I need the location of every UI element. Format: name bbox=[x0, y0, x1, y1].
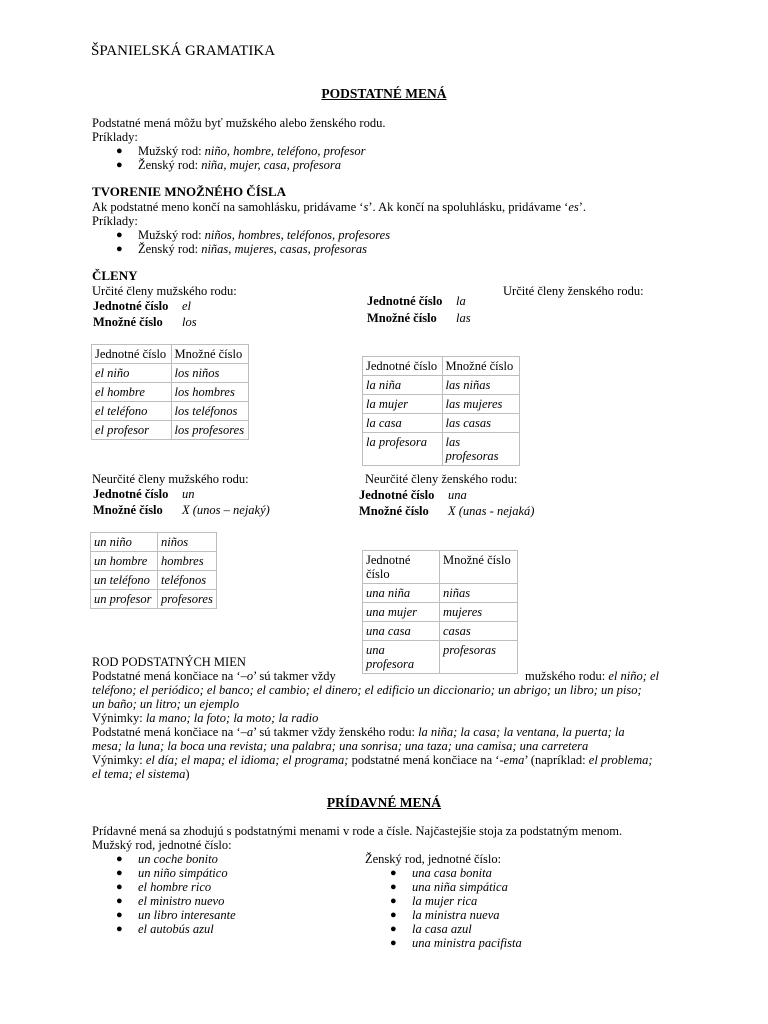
def-m-sg-label: Jednotné číslo bbox=[93, 299, 169, 313]
plural-rule-text: ’. bbox=[578, 200, 587, 214]
bullet-icon: ● bbox=[116, 853, 123, 865]
list-item bbox=[116, 922, 214, 936]
bullet-icon: ● bbox=[390, 867, 397, 879]
table-cell: niños bbox=[158, 533, 217, 552]
bullet-icon: ● bbox=[116, 909, 123, 921]
list-item-text: la casa azul bbox=[412, 922, 472, 936]
bullet-value: niños, hombres, teléfonos, profesores bbox=[204, 228, 391, 242]
gender-line-1 bbox=[92, 669, 336, 683]
bullet-icon: ● bbox=[116, 895, 123, 907]
text: ’ sú takmer vždy bbox=[253, 669, 336, 683]
table-row bbox=[91, 571, 217, 590]
text: mužského rodu: bbox=[525, 669, 609, 683]
list-item bbox=[390, 922, 472, 936]
text: -ema bbox=[499, 753, 525, 767]
definite-feminine-table bbox=[362, 356, 520, 466]
table-row bbox=[91, 533, 217, 552]
bullet-feminine-plural bbox=[116, 242, 367, 256]
text: el tema; el sistema bbox=[92, 767, 186, 781]
table-cell: profesores bbox=[158, 590, 217, 609]
table-cell: las profesoras bbox=[442, 433, 519, 466]
section-title-noun-gender: ROD PODSTATNÝCH MIEN bbox=[92, 655, 246, 669]
text: la mano; la foto; la moto; la radio bbox=[145, 711, 319, 725]
indefinite-feminine-table bbox=[362, 550, 518, 674]
adjectives-intro: Prídavné mená sa zhodujú s podstatnými menami v rode a čísle. Najčastejšie stoja za podstatným menom. bbox=[92, 824, 623, 838]
text: –o bbox=[240, 669, 254, 683]
text: ) bbox=[185, 767, 190, 781]
bullet-label: Ženský rod: bbox=[138, 242, 202, 256]
indef-m-pl-value: X (unos – nejaký) bbox=[182, 503, 270, 517]
def-f-pl-label: Množné číslo bbox=[367, 311, 437, 325]
gender-line-1-cont bbox=[525, 669, 659, 683]
bullet-masculine-plural bbox=[116, 228, 391, 242]
table-row bbox=[92, 402, 249, 421]
bullet-label: Mužský rod: bbox=[138, 228, 205, 242]
section-title-nouns: PODSTATNÉ MENÁ bbox=[321, 86, 447, 101]
plural-rule bbox=[92, 200, 586, 214]
definite-feminine-label: Určité členy ženského rodu: bbox=[503, 284, 644, 298]
def-m-pl-value: los bbox=[182, 315, 197, 329]
plural-rule-text: ’. Ak končí na spoluhlásku, pridávame ‘ bbox=[368, 200, 569, 214]
list-item-text: un coche bonito bbox=[138, 852, 218, 866]
gender-line-2: teléfono; el periódico; el banco; el cambio; el dinero; el edificio un diccionario; un abrigo; un libro; un piso; bbox=[92, 683, 642, 697]
table-row bbox=[91, 552, 217, 571]
bullet-icon: ● bbox=[116, 159, 123, 171]
bullet-icon: ● bbox=[116, 145, 123, 157]
table-cell: el teléfono bbox=[92, 402, 172, 421]
table-row bbox=[363, 641, 518, 674]
table-row bbox=[91, 590, 217, 609]
list-item bbox=[390, 936, 522, 950]
bullet-value: niñas, mujeres, casas, profesoras bbox=[201, 242, 367, 256]
table-cell: una mujer bbox=[363, 603, 440, 622]
list-item-text: la mujer rica bbox=[412, 894, 478, 908]
table-header-cell: Množné číslo bbox=[442, 357, 519, 376]
plural-examples-label: Príklady: bbox=[92, 214, 138, 228]
table-cell: un hombre bbox=[91, 552, 158, 571]
list-item-text: una ministra pacifista bbox=[412, 936, 522, 950]
table-header-cell: Jednotné číslo bbox=[363, 551, 440, 584]
table-cell: una niña bbox=[363, 584, 440, 603]
text: el niño; el bbox=[608, 669, 660, 683]
bullet-icon: ● bbox=[390, 923, 397, 935]
table-cell: el niño bbox=[92, 364, 172, 383]
table-cell: las casas bbox=[442, 414, 519, 433]
indef-f-pl-label: Množné číslo bbox=[359, 504, 429, 518]
bullet-icon: ● bbox=[116, 229, 123, 241]
table-cell: niñas bbox=[440, 584, 518, 603]
table-row bbox=[92, 421, 249, 440]
table-row bbox=[363, 584, 518, 603]
plural-rule-es: es bbox=[568, 200, 579, 214]
list-item bbox=[390, 894, 478, 908]
def-m-pl-label: Množné číslo bbox=[93, 315, 163, 329]
list-item bbox=[116, 852, 218, 866]
indefinite-feminine-label: Neurčité členy ženského rodu: bbox=[365, 472, 518, 486]
table-row bbox=[363, 395, 520, 414]
bullet-icon: ● bbox=[116, 881, 123, 893]
table-cell: una profesora bbox=[363, 641, 440, 674]
list-item-text: la ministra nueva bbox=[412, 908, 500, 922]
table-cell: la mujer bbox=[363, 395, 443, 414]
bullet-icon: ● bbox=[116, 923, 123, 935]
table-cell: un niño bbox=[91, 533, 158, 552]
table-cell: los teléfonos bbox=[171, 402, 248, 421]
table-header-cell: Jednotné číslo bbox=[92, 345, 172, 364]
text: ’ (napríklad: bbox=[524, 753, 589, 767]
list-item-text: el ministro nuevo bbox=[138, 894, 225, 908]
table-cell: la casa bbox=[363, 414, 443, 433]
table-row bbox=[363, 622, 518, 641]
list-item bbox=[116, 880, 212, 894]
indef-m-pl-label: Množné číslo bbox=[93, 503, 163, 517]
list-item bbox=[390, 880, 508, 894]
table-row bbox=[92, 345, 249, 364]
table-row bbox=[363, 551, 518, 584]
list-item bbox=[116, 894, 225, 908]
table-cell: profesoras bbox=[440, 641, 518, 674]
document-header: ŠPANIELSKÁ GRAMATIKA bbox=[91, 43, 276, 59]
bullet-icon: ● bbox=[390, 909, 397, 921]
text: la niña; la casa; la ventana, la puerta; la bbox=[418, 725, 625, 739]
list-item-text: una casa bonita bbox=[412, 866, 492, 880]
table-row bbox=[363, 433, 520, 466]
list-item bbox=[390, 908, 500, 922]
table-cell: los profesores bbox=[171, 421, 248, 440]
indef-f-sg-value: una bbox=[448, 488, 467, 502]
plural-rule-s: s bbox=[363, 200, 369, 214]
adjectives-masculine-label: Mužský rod, jednotné číslo: bbox=[92, 838, 232, 852]
nouns-examples-label: Príklady: bbox=[92, 130, 138, 144]
plural-rule-text: Ak podstatné meno končí na samohlásku, pridávame ‘ bbox=[92, 200, 364, 214]
table-cell: la niña bbox=[363, 376, 443, 395]
indef-f-sg-label: Jednotné číslo bbox=[359, 488, 435, 502]
bullet-label: Ženský rod: bbox=[138, 158, 202, 172]
indefinite-masculine-label: Neurčité členy mužského rodu: bbox=[92, 472, 249, 486]
table-row bbox=[363, 357, 520, 376]
list-item-text: un niño simpático bbox=[138, 866, 228, 880]
table-cell: el hombre bbox=[92, 383, 172, 402]
gender-line-6: mesa; la luna; la boca una revista; una palabra; una sonrisa; una taza; una camisa; una carretera bbox=[92, 739, 589, 753]
table-header-cell: Množné číslo bbox=[171, 345, 248, 364]
table-cell: el profesor bbox=[92, 421, 172, 440]
table-cell: teléfonos bbox=[158, 571, 217, 590]
nouns-intro: Podstatné mená môžu byť mužského alebo ženského rodu. bbox=[92, 116, 386, 130]
text: el día; el mapa; el idioma; el programa; bbox=[145, 753, 349, 767]
table-row bbox=[363, 376, 520, 395]
gender-line-8 bbox=[92, 767, 190, 781]
gender-exceptions-2 bbox=[92, 753, 653, 767]
bullet-icon: ● bbox=[116, 243, 123, 255]
def-m-sg-value: el bbox=[182, 299, 192, 313]
list-item bbox=[116, 908, 236, 922]
def-f-pl-value: las bbox=[456, 311, 471, 325]
def-f-sg-label: Jednotné číslo bbox=[367, 294, 443, 308]
section-title-adjectives: PRÍDAVNÉ MENÁ bbox=[326, 795, 442, 810]
indefinite-masculine-table bbox=[90, 532, 217, 609]
section-title-articles: ČLENY bbox=[92, 268, 138, 283]
text: ’ sú takmer vždy ženského rodu: bbox=[253, 725, 419, 739]
text: Výnimky: bbox=[92, 753, 146, 767]
bullet-value: niña, mujer, casa, profesora bbox=[201, 158, 342, 172]
definite-masculine-table bbox=[91, 344, 249, 440]
list-item bbox=[390, 866, 492, 880]
bullet-value: niño, hombre, teléfono, profesor bbox=[204, 144, 366, 158]
bullet-icon: ● bbox=[390, 881, 397, 893]
list-item-text: un libro interesante bbox=[138, 908, 236, 922]
text: podstatné mená končiace na ‘ bbox=[348, 753, 500, 767]
bullet-masculine bbox=[116, 144, 366, 158]
adjectives-feminine-label: Ženský rod, jednotné číslo: bbox=[365, 852, 502, 866]
text: el problema; bbox=[588, 753, 653, 767]
table-cell: las niñas bbox=[442, 376, 519, 395]
table-cell: las mujeres bbox=[442, 395, 519, 414]
text: Výnimky: bbox=[92, 711, 146, 725]
list-item bbox=[116, 866, 228, 880]
table-cell: los niños bbox=[171, 364, 248, 383]
table-row bbox=[363, 603, 518, 622]
list-item-text: el autobús azul bbox=[138, 922, 214, 936]
indef-f-pl-value: X (unas - nejaká) bbox=[448, 504, 535, 518]
table-cell: casas bbox=[440, 622, 518, 641]
text: –a bbox=[240, 725, 254, 739]
bullet-feminine bbox=[116, 158, 342, 172]
table-cell: mujeres bbox=[440, 603, 518, 622]
table-cell: los hombres bbox=[171, 383, 248, 402]
list-item-text: el hombre rico bbox=[138, 880, 212, 894]
text: Podstatné mená končiace na ‘ bbox=[92, 669, 241, 683]
table-cell: un teléfono bbox=[91, 571, 158, 590]
def-f-sg-value: la bbox=[456, 294, 466, 308]
definite-masculine-label: Určité členy mužského rodu: bbox=[92, 284, 237, 298]
table-cell: hombres bbox=[158, 552, 217, 571]
table-header-cell: Jednotné číslo bbox=[363, 357, 443, 376]
bullet-icon: ● bbox=[390, 937, 397, 949]
indef-m-sg-value: un bbox=[182, 487, 195, 501]
list-item-text: una niña simpática bbox=[412, 880, 508, 894]
text: Podstatné mená končiace na ‘ bbox=[92, 725, 241, 739]
table-row bbox=[363, 414, 520, 433]
table-row bbox=[92, 364, 249, 383]
bullet-icon: ● bbox=[390, 895, 397, 907]
gender-exceptions-1 bbox=[92, 711, 318, 725]
bullet-label: Mužský rod: bbox=[138, 144, 205, 158]
gender-line-5 bbox=[92, 725, 625, 739]
bullet-icon: ● bbox=[116, 867, 123, 879]
section-title-plural: TVORENIE MNOŽNÉHO ČÍSLA bbox=[92, 184, 287, 199]
table-cell: la profesora bbox=[363, 433, 443, 466]
gender-line-3: un baño; un litro; un ejemplo bbox=[92, 697, 240, 711]
table-cell: una casa bbox=[363, 622, 440, 641]
table-row bbox=[92, 383, 249, 402]
table-cell: un profesor bbox=[91, 590, 158, 609]
table-header-cell: Množné číslo bbox=[440, 551, 518, 584]
indef-m-sg-label: Jednotné číslo bbox=[93, 487, 169, 501]
